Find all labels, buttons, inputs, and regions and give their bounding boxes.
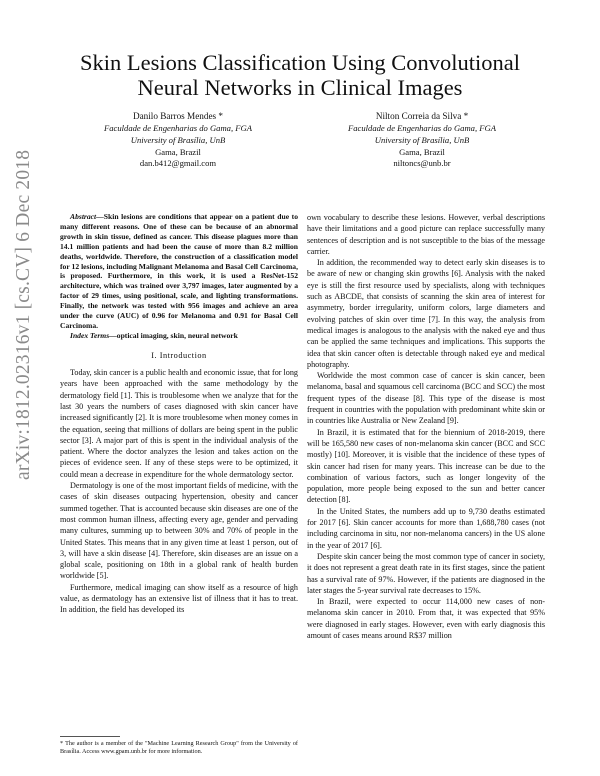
author-university: University of Brasília, UnB — [130, 134, 226, 145]
author-block-1 — [78, 110, 278, 170]
abstract-label: Abstract — [70, 212, 97, 221]
author-affiliation: Faculdade de Engenharias do Gama, FGA — [104, 123, 252, 133]
index-terms — [60, 331, 298, 341]
paragraph: own vocabulary to describe these lesions. However, verbal descriptions have their limitations and a good picture can replace successfully many sentences of description and is not susceptible to the bias of the message carrier. — [307, 213, 545, 256]
author-email: niltoncs@unb.br — [393, 158, 451, 169]
left-column — [60, 212, 298, 616]
paragraph: In Brazil, it is estimated that for the biennium of 2018-2019, there will be 165,580 new cases of non-melanoma skin cancer (BCC and SCC mostly) [10]. Moreover, it is visible that the incidence of these types of skin cancer had risen for many years. This increase can be due to the combination of various factors, such as longer longevity of the population, more people being exposed to the sun and better cancer detection [8]. — [307, 427, 545, 505]
author-name: Danilo Barros Mendes * — [132, 111, 224, 121]
author-name: Nilton Correia da Silva * — [375, 111, 469, 121]
paragraph: Despite skin cancer being the most common type of cancer in society, it does not represent a great death rate in its first stages, since the patient has a survival rate of 97%. However, if the patients are diagnosed in the later stages the 5-year survival rate decreases to 15%. — [307, 551, 545, 595]
author-location: Gama, Brazil — [155, 146, 201, 157]
abstract-text: —Skin lesions are conditions that appear on a patient due to many different reasons. One of these can be because of an abnormal growth in skin tissue, defined as cancer. This disease plagues more than 14.1 million patients and had been the cause of more than 8.2 million deaths, worldwide. Therefore, the construction of a classification model for 12 lesions, including Malignant Melanoma and Basal Cell Carcinoma, is proposed. Furthermore, in this work, it is used a ResNet-152 architecture, which was trained over 3,797 images, later augmented by a factor of 29 times, using positional, scale, and lighting transformations. Finally, the network was tested with 956 images and achieve an area under the curve (AUC) of 0.96 for Melanoma and 0.91 for Basal Cell Carcinoma. — [60, 212, 298, 330]
footnote-rule — [60, 736, 120, 737]
paragraph: Furthermore, medical imaging can show itself as a resource of high value, as dermatology has an extensive list of illness that it has to treat. In addition, the field has developed its — [60, 582, 298, 615]
paragraph: In Brazil, were expected to occur 114,000 new cases of non-melanoma skin cancer in 2010. From that, it was expected that 95% were diagnosed in early stages. However, even with early diagnosis this amount of cases means around R$37 million — [307, 597, 545, 640]
arxiv-identifier: arXiv:1812.02316v1 [cs.CV] 6 Dec 2018 — [13, 149, 34, 480]
author-email: dan.b412@gmail.com — [139, 158, 217, 169]
section-heading: I. Introduction — [151, 350, 207, 360]
paper-title: Skin Lesions Classification Using Convolutional Neural Networks in Clinical Images — [80, 50, 520, 100]
index-terms-text: —optical imaging, skin, neural network — [109, 330, 238, 340]
footnote: * The author is a member of the "Machine Learning Research Group" from the University of Brasília. Access www.gpam.unb.br for more information. — [60, 740, 298, 755]
paragraph: Worldwide the most common case of cancer is skin cancer, been melanoma, basal and squamous cell carcinoma (BCC and SCC) the most frequent types of the disease [8]. This type of the disease is most frequent in countries with the population with predominant white skin or in countries like Australia or New Zealand [9]. — [307, 371, 545, 426]
author-block-2 — [322, 110, 522, 170]
abstract — [60, 212, 298, 331]
right-column — [307, 212, 545, 641]
paragraph: In the United States, the numbers add up to 9,730 deaths estimated for 2017 [6]. Skin cancer accounts for more than 1,688,780 cases (not including carcinoma in situ, nor non-melanoma cancers) in the US alone in the year of 2017 [6]. — [307, 506, 545, 550]
paragraph: Today, skin cancer is a public health and economic issue, that for long years have been approached with the same methodology by the dermatology field [1]. This is troublesome when we analyze that for the last 30 years the numbers of cases diagnosed with skin cancer have increased significantly [2]. It is more troublesome when money comes in the equation, seeing that millions of dollars are being spent in the public sector [3]. A major part of this is spent in the individual analysis of the patient. Where the doctor analyzes the lesion and takes action on the pieces of evidence seen. If any of these steps were to be optimized, it could mean a decrease in expenditure for the whole dermatology sector. — [60, 368, 298, 479]
author-location: Gama, Brazil — [399, 146, 445, 157]
paragraph: In addition, the recommended way to detect early skin diseases is to be aware of new or changing skin growths [6]. Analysis with the naked eye is still the first resource used by specialists, along with techniques such as ABCDE, that consists of scanning the skin area of interest for asymmetry, border irregularity, uniform colors, large diameters and evolving patches of skin over time [7]. In this way, the analysis from medical images is analogous to the analysis with the naked eye and thus can be applied the same techniques and implications. This supports the idea that skin cancer often is detectable through naked eye and medical photography. — [307, 258, 545, 369]
paragraph: Dermatology is one of the most important fields of medicine, with the cases of skin diseases outpacing hypertension, obesity and cancer summed together. That is accounted because skin diseases are one of the most common human illness, affecting every age, gender and pervading many cultures, summing up to between 30% and 70% of people in the United States. This means that in any given time at least 1 person, out of 3, will have a skin disease [4]. Therefore, skin diseases are an issue on a global scale, positioning on 18th in a global rank of health burden worldwide [5]. — [60, 481, 298, 581]
author-university: University of Brasília, UnB — [374, 134, 470, 145]
author-affiliation: Faculdade de Engenharias do Gama, FGA — [348, 123, 496, 133]
index-terms-label: Index Terms — [70, 330, 110, 340]
